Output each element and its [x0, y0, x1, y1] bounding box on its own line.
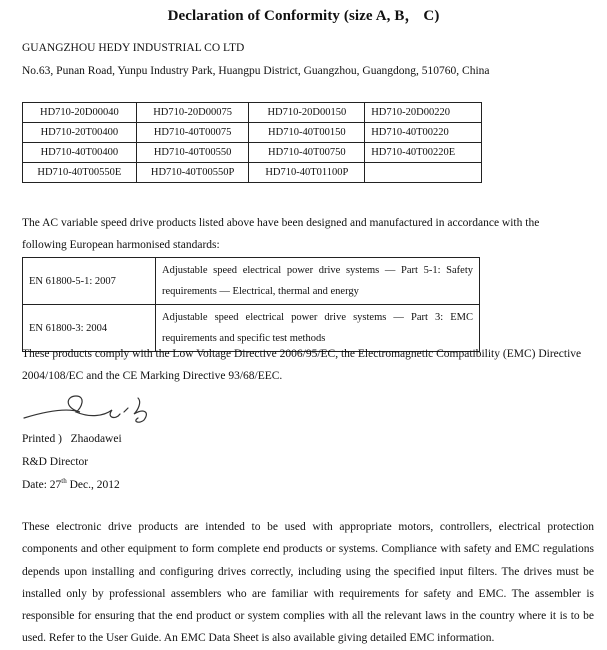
model-row [23, 143, 482, 163]
model-cell: HD710-40T00220 [365, 123, 482, 143]
model-cell: HD710-40T00550P [136, 163, 249, 183]
company-name: GUANGZHOU HEDY INDUSTRIAL CO LTD [22, 42, 245, 54]
document-title: Declaration of Conformity (size A, B， C) [167, 8, 440, 24]
standard-description: Adjustable speed electrical power drive systems — Part 3: EMC requirements and specific test methods [156, 305, 480, 352]
signatory-role: R&D Director [22, 456, 89, 468]
model-cell: HD710-40T00400 [23, 143, 137, 163]
model-cell: HD710-40T01100P [249, 163, 365, 183]
model-cell: HD710-20D00220 [365, 103, 482, 123]
model-cell: HD710-20D00075 [136, 103, 249, 123]
model-cell: HD710-20D00150 [249, 103, 365, 123]
notice-paragraph: These electronic drive products are intended to be used with appropriate motors, controllers, electrical protection components and other equipment to form complete end products or systems. Compliance with safety and EMC regulations depends upon installing and configuring drives correctly, including using the specified input filters. The drives must be installed only by professional assemblers who are familiar with requirements for safety and EMC. The assembler is responsible for ensuring that the end product or system complies with all the relevant laws in the country where it is to be used. Refer to the User Guide. An EMC Data Sheet is also available giving detailed EMC information. [22, 521, 594, 645]
model-row [23, 163, 482, 183]
model-table [22, 102, 482, 183]
model-row [23, 103, 482, 123]
date-suffix-sup: th [61, 477, 67, 485]
printed-label: Printed ) [22, 433, 62, 445]
company-address: No.63, Punan Road, Yunpu Industry Park, Huangpu District, Guangzhou, Guangdong, 510760, China [22, 65, 490, 77]
model-cell: HD710-40T00750 [249, 143, 365, 163]
standard-description: Adjustable speed electrical power drive systems — Part 5-1: Safety requirements — Electrical, thermal and energy [156, 258, 480, 305]
standard-code: EN 61800-3: 2004 [23, 305, 156, 352]
intro-line-1: The AC variable speed drive products listed above have been designed and manufactured in accordance with the [22, 217, 540, 229]
printed-line [22, 433, 122, 445]
model-cell: HD710-40T00550 [136, 143, 249, 163]
model-cell: HD710-20T00400 [23, 123, 137, 143]
compliance-line-1: These products comply with the Low Voltage Directive 2006/95/EC, the Electromagnetic Compatibility (EMC) Directive [22, 348, 582, 360]
model-cell [365, 163, 482, 183]
signatory-name: Zhaodawei [70, 433, 122, 445]
model-cell: HD710-40T00150 [249, 123, 365, 143]
standard-row [23, 305, 480, 352]
model-row [23, 123, 482, 143]
standard-code: EN 61800-5-1: 2007 [23, 258, 156, 305]
model-cell: HD710-40T00220E [365, 143, 482, 163]
date-prefix: Date: 27 [22, 478, 62, 491]
compliance-line-2: 2004/108/EC and the CE Marking Directive 93/68/EEC. [22, 370, 283, 382]
intro-line-2: following European harmonised standards: [22, 239, 220, 251]
handwritten-signature [20, 388, 170, 428]
standard-row [23, 258, 480, 305]
model-cell: HD710-20D00040 [23, 103, 137, 123]
date-suffix: Dec., 2012 [66, 478, 120, 491]
model-cell: HD710-40T00075 [136, 123, 249, 143]
model-cell: HD710-40T00550E [23, 163, 137, 183]
signature-date [22, 477, 120, 491]
standards-table [22, 257, 480, 352]
